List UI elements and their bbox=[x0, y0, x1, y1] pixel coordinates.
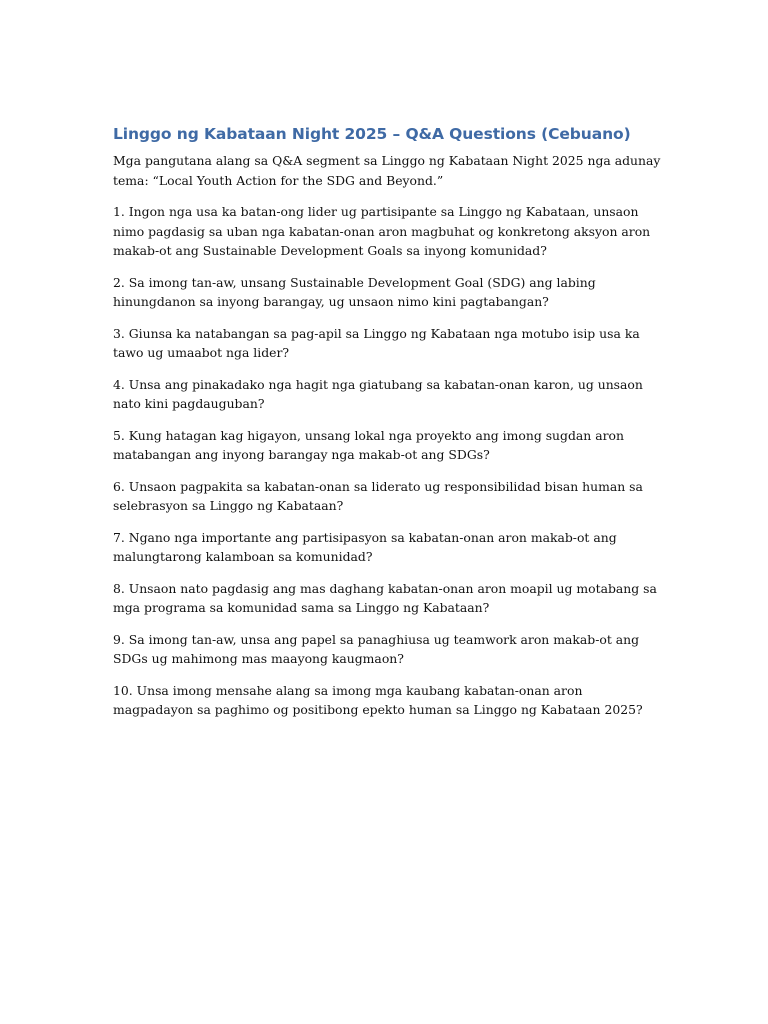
question-10: 10. Unsa imong mensahe alang sa imong mga kaubang kabatan-onan aron magpadayon sa paghimo og positibong epekto human sa Linggo ng Kabataan 2025? bbox=[113, 682, 643, 717]
question-1: 1. Ingon nga usa ka batan-ong lider ug partisipante sa Linggo ng Kabataan, unsaon nimo pagdasig sa uban nga kabatan-onan aron magbuhat og konkretong aksyon aron makab-ot ang Sustainable Development Goals sa inyong komunidad? bbox=[113, 204, 651, 258]
question-4: 4. Unsa ang pinakadako nga hagit nga giatubang sa kabatan-onan karon, ug unsaon nato kini pagdauguban? bbox=[113, 376, 643, 411]
question-6: 6. Unsaon pagpakita sa kabatan-onan sa liderato ug responsibilidad bisan human sa selebrasyon sa Linggo ng Kabataan? bbox=[113, 478, 643, 513]
question-9: 9. Sa imong tan-aw, unsa ang papel sa panaghiusa ug teamwork aron makab-ot ang SDGs ug mahimong mas maayong kaugmaon? bbox=[113, 631, 640, 666]
question-7: 7. Ngano nga importante ang partisipasyon sa kabatan-onan aron makab-ot ang malungtarong kalamboan sa komunidad? bbox=[113, 529, 617, 564]
question-3: 3. Giunsa ka natabangan sa pag-apil sa Linggo ng Kabataan nga motubo isip usa ka tawo ug umaabot nga lider? bbox=[113, 325, 640, 360]
intro-paragraph: Mga pangutana alang sa Q&A segment sa Linggo ng Kabataan Night 2025 nga adunay tema: “Local Youth Action for the SDG and Beyond.” bbox=[113, 153, 661, 188]
document-title: Linggo ng Kabataan Night 2025 – Q&A Questions (Cebuano) bbox=[113, 125, 631, 143]
question-5: 5. Kung hatagan kag higayon, unsang lokal nga proyekto ang imong sugdan aron matabangan ang inyong barangay nga makab-ot ang SDGs? bbox=[113, 427, 624, 462]
question-2: 2. Sa imong tan-aw, unsang Sustainable Development Goal (SDG) ang labing hinungdanon sa inyong barangay, ug unsaon nimo kini pagtabangan? bbox=[113, 274, 596, 309]
question-8: 8. Unsaon nato pagdasig ang mas daghang kabatan-onan aron moapil ug motabang sa mga programa sa komunidad sama sa Linggo ng Kabataan? bbox=[113, 580, 657, 615]
document-body bbox=[113, 123, 661, 732]
